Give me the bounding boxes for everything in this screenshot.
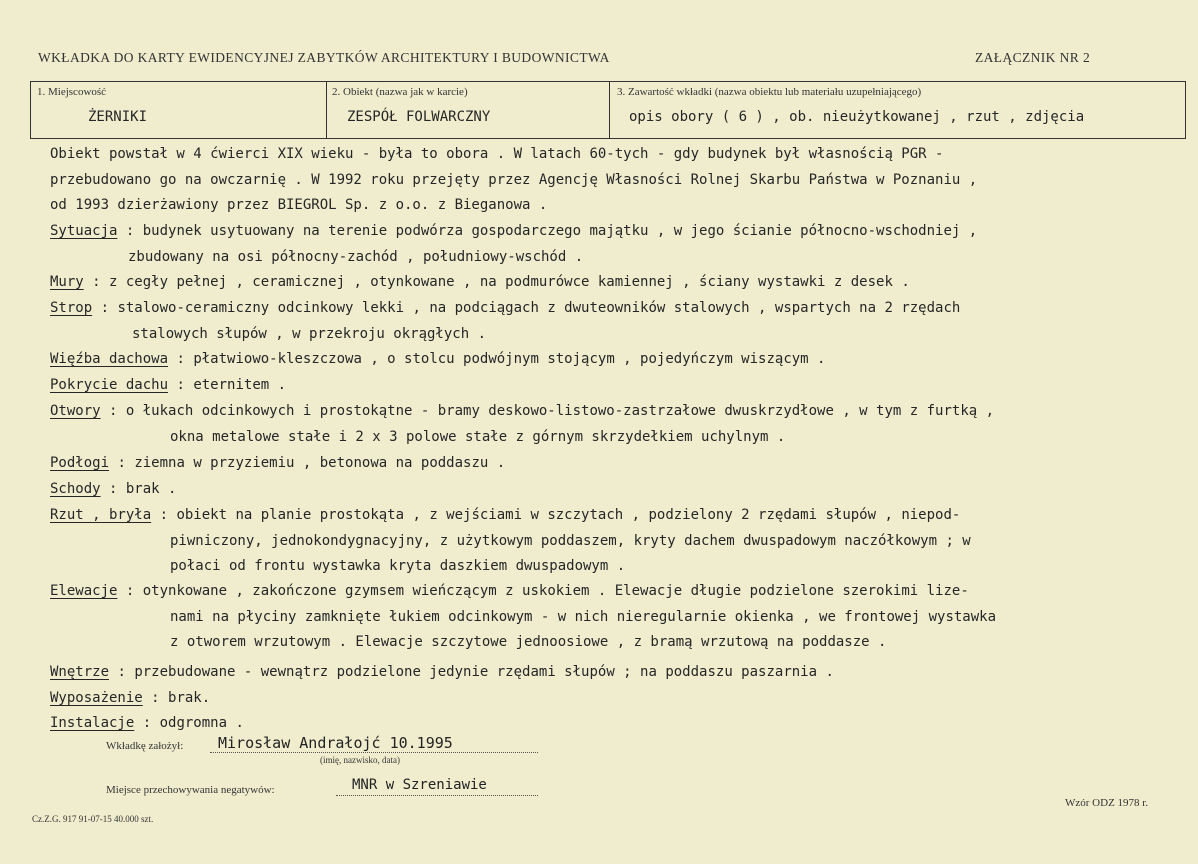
section-heading: Rzut , bryła xyxy=(50,507,152,523)
section-separator: : xyxy=(142,690,169,706)
section-continuation-line: z otworem wrzutowym . Elewacje szczytowe jednoosiowe , z bramą wrzutową na poddasze . xyxy=(170,634,887,650)
made-by-value: Mirosław Andrałojć 10.1995 xyxy=(218,734,453,752)
field-label-locality: 1. Miejscowość xyxy=(37,86,107,98)
section-text: brak . xyxy=(125,481,177,497)
section-continuation-line: zbudowany na osi północny-zachód , południowy-wschód . xyxy=(128,248,584,265)
section-first-line xyxy=(50,455,505,471)
section-continuation-line: piwniczony, jednokondygnacyjny, z użytkowym poddaszem, kryty dachem dwuspadowym naczółkowym ; w xyxy=(170,532,971,549)
field-divider xyxy=(609,82,610,138)
section-heading: Schody xyxy=(50,481,101,497)
section-first-line xyxy=(50,223,977,239)
negatives-value: MNR w Szreniawie xyxy=(352,777,487,793)
section-first-line xyxy=(50,481,176,497)
section-heading: Instalacje xyxy=(50,715,135,731)
section-first-line xyxy=(50,377,286,393)
section-separator: : xyxy=(100,403,126,419)
section-first-line xyxy=(50,403,994,419)
section-first-line xyxy=(50,351,825,367)
section-separator: : xyxy=(83,274,110,290)
print-code: Cz.Z.G. 917 91-07-15 40.000 szt. xyxy=(32,814,154,824)
section-text: przebudowane - wewnątrz podzielone jedynie rzędami słupów ; na poddaszu paszarnia . xyxy=(134,664,834,680)
field-value-locality: ŻERNIKI xyxy=(88,109,148,125)
section-heading: Mury xyxy=(50,274,84,290)
form-code: Wzór ODZ 1978 r. xyxy=(1065,797,1149,809)
field-value-object: ZESPÓŁ FOLWARCZNY xyxy=(347,109,491,125)
negatives-line xyxy=(336,795,538,796)
field-label-object: 2. Obiekt (nazwa jak w karcie) xyxy=(332,86,468,98)
section-separator: : xyxy=(134,715,160,731)
section-continuation-line: nami na płyciny zamknięte łukiem odcinkowym - w nich nieregularnie okienka , we frontowej wystawka xyxy=(170,608,997,625)
section-text: brak. xyxy=(168,690,211,706)
section-separator: : xyxy=(168,351,194,367)
intro-line: Obiekt powstał w 4 ćwierci XIX wieku - była to obora . W latach 60-tych - gdy budynek był własnością PGR - xyxy=(50,146,944,162)
field-value-contents: opis obory ( 6 ) , ob. nieużytkowanej , rzut , zdjęcia xyxy=(629,109,1085,125)
document-title: WKŁADKA DO KARTY EWIDENCYJNEJ ZABYTKÓW ARCHITEKTURY I BUDOWNICTWA xyxy=(38,50,610,65)
section-text: budynek usytuowany na terenie podwórza gospodarczego majątku , w jego ścianie północno-wschodniej , xyxy=(142,223,978,239)
section-first-line xyxy=(50,300,960,316)
intro-line: od 1993 dzierżawiony przez BIEGROL Sp. z o.o. z Bieganowa . xyxy=(50,197,548,213)
field-label-contents: 3. Zawartość wkładki (nazwa obiektu lub materiału uzupełniającego) xyxy=(617,86,922,98)
section-text: otynkowane , zakończone gzymsem wieńczącym z uskokiem . Elewacje długie podzielone szerokimi lize- xyxy=(142,583,969,599)
section-text: o łukach odcinkowych i prostokątne - bramy deskowo-listowo-zastrzałowe dwuskrzydłowe , w tym z furtką , xyxy=(125,403,995,419)
section-text: odgromna . xyxy=(159,715,244,731)
section-separator: : xyxy=(109,664,135,680)
section-separator: : xyxy=(100,481,126,497)
section-separator: : xyxy=(168,377,194,393)
section-continuation-line: stalowych słupów , w przekroju okrągłych . xyxy=(132,325,487,342)
section-heading: Więźba dachowa xyxy=(50,351,169,367)
made-by-label: Wkładkę założył: xyxy=(106,740,184,752)
section-text: płatwiowo-kleszczowa , o stolcu podwójnym stojącym , pojedyńczym wiszącym . xyxy=(193,351,826,367)
made-by-hint: (imię, nazwisko, data) xyxy=(320,755,400,765)
section-heading: Wyposażenie xyxy=(50,690,143,706)
section-text: obiekt na planie prostokąta , z wejściami w szczytach , podzielony 2 rzędami słupów , niepod- xyxy=(176,507,961,523)
section-text: stalowo-ceramiczny odcinkowy lekki , na podciągach z dwuteowników stalowych , wspartych na 2 rzędach xyxy=(117,300,961,316)
section-heading: Otwory xyxy=(50,403,101,419)
section-heading: Strop xyxy=(50,300,93,316)
section-heading: Sytuacja xyxy=(50,223,118,239)
section-separator: : xyxy=(117,583,143,599)
section-separator: : xyxy=(151,507,177,523)
field-divider xyxy=(326,82,327,138)
section-separator: : xyxy=(92,300,118,316)
section-first-line xyxy=(50,664,834,680)
section-text: ziemna w przyziemiu , betonowa na poddaszu . xyxy=(134,455,506,471)
section-text: eternitem . xyxy=(193,377,287,393)
section-text: z cegły pełnej , ceramicznej , otynkowane , na podmurówce kamiennej , ściany wystawki z desek . xyxy=(109,274,910,290)
section-heading: Podłogi xyxy=(50,455,110,471)
section-separator: : xyxy=(109,455,135,471)
section-first-line xyxy=(50,507,960,523)
made-by-line xyxy=(210,752,538,753)
section-first-line xyxy=(50,274,910,290)
section-first-line xyxy=(50,583,969,599)
section-heading: Elewacje xyxy=(50,583,118,599)
section-first-line xyxy=(50,715,244,731)
section-continuation-line: połaci od frontu wystawka kryta daszkiem dwuspadowym . xyxy=(170,558,626,574)
section-first-line xyxy=(50,690,210,706)
fields-table xyxy=(30,81,1186,139)
section-heading: Pokrycie dachu xyxy=(50,377,169,393)
intro-line: przebudowano go na owczarnię . W 1992 roku przejęty przez Agencję Własności Rolnej Skarbu Państwa w Poznaniu , xyxy=(50,171,978,188)
section-continuation-line: okna metalowe stałe i 2 x 3 polowe stałe z górnym skrzydełkiem uchylnym . xyxy=(170,428,786,445)
section-heading: Wnętrze xyxy=(50,664,110,680)
negatives-label: Miejsce przechowywania negatywów: xyxy=(106,784,275,796)
annex-number: ZAŁĄCZNIK NR 2 xyxy=(975,50,1091,65)
section-separator: : xyxy=(117,223,143,239)
